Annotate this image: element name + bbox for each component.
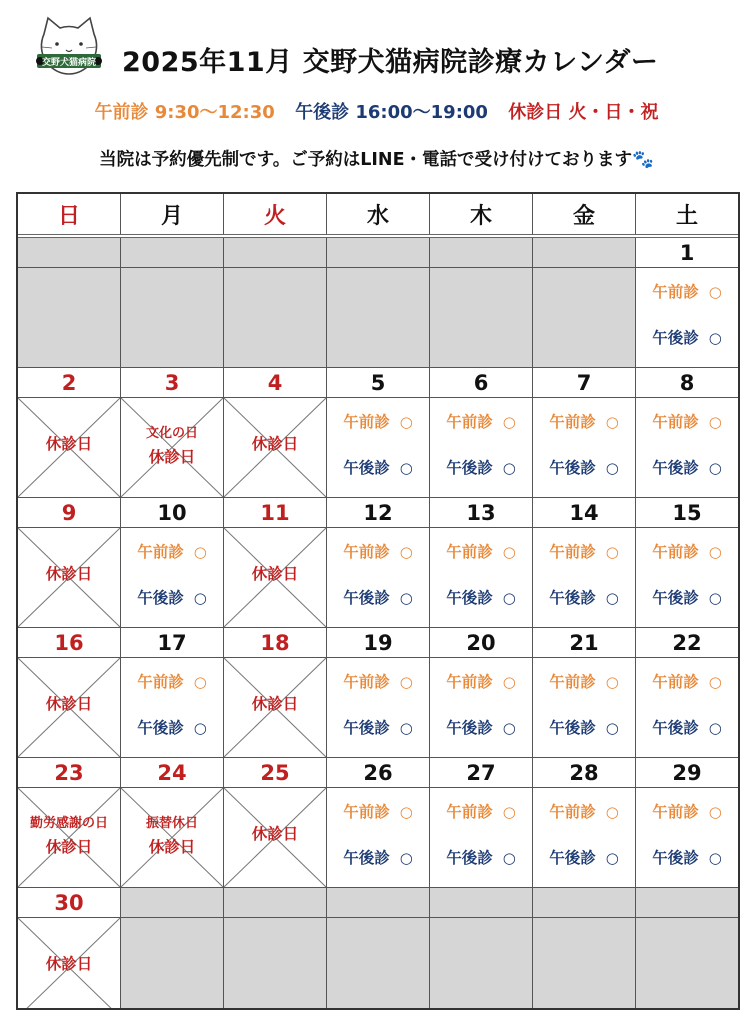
day-body xyxy=(327,658,429,757)
slot-label: 午前診 xyxy=(446,413,493,431)
open-mark: ○ xyxy=(399,673,413,691)
closed-label: 休診日 xyxy=(45,695,93,713)
day-body xyxy=(121,918,223,1010)
afternoon-slot xyxy=(533,586,635,608)
day-body xyxy=(327,268,429,367)
afternoon-slot xyxy=(636,846,738,868)
weekday-mon: 月 xyxy=(121,194,224,234)
morning-slot xyxy=(327,670,429,692)
afternoon-slot xyxy=(533,846,635,868)
slot-label: 午前診 xyxy=(652,543,699,561)
open-mark: ○ xyxy=(605,543,619,561)
day-body xyxy=(636,528,738,627)
day-body xyxy=(430,398,532,497)
morning-hours: 午前診 9:30〜12:30 xyxy=(94,102,275,123)
day-number: 29 xyxy=(636,758,738,788)
day-number: 25 xyxy=(224,758,326,788)
morning-slot xyxy=(430,800,532,822)
open-mark: ○ xyxy=(708,283,722,301)
day-body xyxy=(430,918,532,1010)
day-number: 14 xyxy=(533,498,635,528)
day-body xyxy=(430,788,532,887)
day-body xyxy=(224,918,326,1010)
day-body xyxy=(327,528,429,627)
day-cell xyxy=(327,368,430,498)
empty-day-cell xyxy=(327,888,430,1010)
day-body xyxy=(224,528,326,627)
slot-label: 午後診 xyxy=(446,719,493,737)
day-cell xyxy=(636,368,738,498)
slot-label: 午前診 xyxy=(343,803,390,821)
slot-label: 午後診 xyxy=(652,329,699,347)
weekday-sun: 日 xyxy=(18,194,121,234)
day-cell xyxy=(430,758,533,888)
open-mark: ○ xyxy=(502,589,516,607)
slot-label: 午前診 xyxy=(446,803,493,821)
afternoon-slot xyxy=(533,456,635,478)
day-number xyxy=(430,238,532,268)
day-number: 23 xyxy=(18,758,120,788)
day-cell xyxy=(636,498,738,628)
slot-label: 午前診 xyxy=(343,543,390,561)
open-mark: ○ xyxy=(605,719,619,737)
morning-slot xyxy=(430,540,532,562)
day-number xyxy=(327,888,429,918)
day-number: 5 xyxy=(327,368,429,398)
closed-label: 休診日 xyxy=(251,825,299,843)
morning-slot xyxy=(430,670,532,692)
open-mark: ○ xyxy=(502,413,516,431)
slot-label: 午後診 xyxy=(343,459,390,477)
day-number xyxy=(533,238,635,268)
weekday-tue: 火 xyxy=(224,194,327,234)
day-cell xyxy=(18,888,121,1010)
day-cell xyxy=(636,238,738,368)
day-cell xyxy=(636,628,738,758)
open-mark: ○ xyxy=(708,849,722,867)
afternoon-hours: 午後診 16:00〜19:00 xyxy=(295,102,488,123)
day-cell xyxy=(18,628,121,758)
open-mark: ○ xyxy=(605,413,619,431)
week-row xyxy=(18,888,738,1010)
day-number: 27 xyxy=(430,758,532,788)
morning-slot xyxy=(327,410,429,432)
day-number xyxy=(121,888,223,918)
day-body xyxy=(533,658,635,757)
day-body xyxy=(636,398,738,497)
slot-label: 午前診 xyxy=(137,673,184,691)
morning-slot xyxy=(121,540,223,562)
cat-face-icon xyxy=(34,14,104,76)
empty-day-cell xyxy=(327,238,430,368)
day-cell xyxy=(533,628,636,758)
day-cell xyxy=(430,498,533,628)
closed-days: 休診日 火・日・祝 xyxy=(508,102,659,123)
morning-slot xyxy=(533,800,635,822)
slot-label: 午後診 xyxy=(343,719,390,737)
day-number: 18 xyxy=(224,628,326,658)
day-number: 28 xyxy=(533,758,635,788)
slot-label: 午後診 xyxy=(137,719,184,737)
day-body xyxy=(430,268,532,367)
day-number: 22 xyxy=(636,628,738,658)
day-number xyxy=(636,888,738,918)
slot-label: 午後診 xyxy=(549,459,596,477)
empty-day-cell xyxy=(533,888,636,1010)
day-cell xyxy=(121,368,224,498)
day-number xyxy=(224,238,326,268)
afternoon-slot xyxy=(636,586,738,608)
slot-label: 午後診 xyxy=(446,459,493,477)
day-cell xyxy=(18,498,121,628)
day-body xyxy=(224,268,326,367)
day-number: 24 xyxy=(121,758,223,788)
open-mark: ○ xyxy=(605,673,619,691)
clinic-logo xyxy=(34,14,104,76)
slot-label: 午後診 xyxy=(446,589,493,607)
day-cell xyxy=(224,628,327,758)
day-number: 1 xyxy=(636,238,738,268)
open-mark: ○ xyxy=(193,589,207,607)
day-cell xyxy=(18,758,121,888)
day-body xyxy=(121,788,223,887)
day-number xyxy=(327,238,429,268)
weekday-fri: 金 xyxy=(533,194,636,234)
morning-slot xyxy=(533,540,635,562)
day-number: 9 xyxy=(18,498,120,528)
slot-label: 午前診 xyxy=(652,413,699,431)
day-body xyxy=(533,268,635,367)
day-cell xyxy=(430,368,533,498)
day-cell xyxy=(224,758,327,888)
holiday-name: 振替休日 xyxy=(145,816,198,831)
day-body xyxy=(533,918,635,1010)
day-number: 3 xyxy=(121,368,223,398)
empty-day-cell xyxy=(224,238,327,368)
closed-label: 休診日 xyxy=(45,955,93,973)
slot-label: 午前診 xyxy=(549,803,596,821)
empty-day-cell xyxy=(121,238,224,368)
day-body xyxy=(533,398,635,497)
closed-label: 休診日 xyxy=(251,695,299,713)
open-mark: ○ xyxy=(708,329,722,347)
slot-label: 午後診 xyxy=(652,459,699,477)
day-number: 19 xyxy=(327,628,429,658)
empty-day-cell xyxy=(18,238,121,368)
day-body xyxy=(430,528,532,627)
day-body xyxy=(636,268,738,367)
day-number xyxy=(121,238,223,268)
day-body xyxy=(327,398,429,497)
open-mark: ○ xyxy=(708,413,722,431)
empty-day-cell xyxy=(121,888,224,1010)
afternoon-slot xyxy=(327,716,429,738)
afternoon-slot xyxy=(636,326,738,348)
closed-label: 休診日 xyxy=(45,565,93,583)
closed-label: 休診日 xyxy=(251,565,299,583)
slot-label: 午前診 xyxy=(446,673,493,691)
slot-label: 午前診 xyxy=(549,413,596,431)
closed-label: 休診日 xyxy=(251,435,299,453)
day-number xyxy=(18,238,120,268)
open-mark: ○ xyxy=(193,673,207,691)
slot-label: 午後診 xyxy=(343,589,390,607)
day-number: 8 xyxy=(636,368,738,398)
slot-label: 午前診 xyxy=(652,803,699,821)
day-body xyxy=(121,398,223,497)
day-body xyxy=(224,788,326,887)
slot-label: 午後診 xyxy=(137,589,184,607)
slot-label: 午後診 xyxy=(652,719,699,737)
morning-slot xyxy=(121,670,223,692)
weekday-wed: 水 xyxy=(327,194,430,234)
day-body xyxy=(18,528,120,627)
day-body xyxy=(327,788,429,887)
day-cell xyxy=(533,368,636,498)
slot-label: 午後診 xyxy=(652,849,699,867)
day-number: 11 xyxy=(224,498,326,528)
slot-label: 午後診 xyxy=(652,589,699,607)
day-body xyxy=(121,658,223,757)
day-body xyxy=(533,528,635,627)
open-mark: ○ xyxy=(399,589,413,607)
day-cell xyxy=(430,628,533,758)
closed-label: 休診日 xyxy=(45,838,93,856)
day-body xyxy=(18,658,120,757)
open-mark: ○ xyxy=(502,543,516,561)
morning-slot xyxy=(533,410,635,432)
day-body xyxy=(18,268,120,367)
open-mark: ○ xyxy=(708,589,722,607)
open-mark: ○ xyxy=(708,803,722,821)
day-number: 6 xyxy=(430,368,532,398)
day-cell xyxy=(327,628,430,758)
closed-label: 休診日 xyxy=(148,838,196,856)
holiday-name: 勤労感謝の日 xyxy=(29,816,108,831)
day-number: 7 xyxy=(533,368,635,398)
morning-slot xyxy=(636,280,738,302)
open-mark: ○ xyxy=(708,543,722,561)
open-mark: ○ xyxy=(399,413,413,431)
day-number: 12 xyxy=(327,498,429,528)
morning-slot xyxy=(636,410,738,432)
afternoon-slot xyxy=(327,586,429,608)
day-body xyxy=(533,788,635,887)
week-row xyxy=(18,368,738,498)
day-body xyxy=(121,268,223,367)
day-number: 4 xyxy=(224,368,326,398)
day-body xyxy=(18,788,120,887)
day-body xyxy=(636,658,738,757)
afternoon-slot xyxy=(430,456,532,478)
morning-slot xyxy=(430,410,532,432)
afternoon-slot xyxy=(327,846,429,868)
slot-label: 午前診 xyxy=(343,673,390,691)
day-number: 10 xyxy=(121,498,223,528)
slot-label: 午後診 xyxy=(549,719,596,737)
slot-label: 午前診 xyxy=(549,543,596,561)
open-mark: ○ xyxy=(502,803,516,821)
open-mark: ○ xyxy=(399,543,413,561)
slot-label: 午前診 xyxy=(652,283,699,301)
day-number: 16 xyxy=(18,628,120,658)
day-body xyxy=(18,398,120,497)
week-row xyxy=(18,628,738,758)
afternoon-slot xyxy=(430,846,532,868)
day-body xyxy=(121,528,223,627)
empty-day-cell xyxy=(224,888,327,1010)
slot-label: 午後診 xyxy=(446,849,493,867)
afternoon-slot xyxy=(430,716,532,738)
day-body xyxy=(636,918,738,1010)
day-number xyxy=(533,888,635,918)
morning-slot xyxy=(327,540,429,562)
day-cell xyxy=(121,628,224,758)
day-body xyxy=(327,918,429,1010)
day-cell xyxy=(327,498,430,628)
open-mark: ○ xyxy=(502,849,516,867)
afternoon-slot xyxy=(121,716,223,738)
open-mark: ○ xyxy=(193,543,207,561)
empty-day-cell xyxy=(430,888,533,1010)
day-number: 20 xyxy=(430,628,532,658)
morning-slot xyxy=(327,800,429,822)
open-mark: ○ xyxy=(605,849,619,867)
weekday-header xyxy=(18,194,738,238)
morning-slot xyxy=(636,800,738,822)
open-mark: ○ xyxy=(502,719,516,737)
day-body xyxy=(224,658,326,757)
day-cell xyxy=(533,758,636,888)
clinic-hours xyxy=(0,98,753,124)
slot-label: 午前診 xyxy=(549,673,596,691)
afternoon-slot xyxy=(327,456,429,478)
afternoon-slot xyxy=(636,716,738,738)
holiday-name: 文化の日 xyxy=(145,426,198,441)
empty-day-cell xyxy=(430,238,533,368)
open-mark: ○ xyxy=(399,459,413,477)
day-number: 30 xyxy=(18,888,120,918)
day-cell xyxy=(121,758,224,888)
day-body xyxy=(18,918,120,1010)
morning-slot xyxy=(636,540,738,562)
slot-label: 午前診 xyxy=(343,413,390,431)
slot-label: 午後診 xyxy=(549,849,596,867)
day-cell xyxy=(18,368,121,498)
day-body xyxy=(430,658,532,757)
open-mark: ○ xyxy=(399,849,413,867)
closed-label: 休診日 xyxy=(148,448,196,466)
day-cell xyxy=(224,498,327,628)
day-cell xyxy=(636,758,738,888)
empty-day-cell xyxy=(636,888,738,1010)
empty-day-cell xyxy=(533,238,636,368)
day-cell xyxy=(533,498,636,628)
open-mark: ○ xyxy=(605,803,619,821)
open-mark: ○ xyxy=(708,719,722,737)
calendar-grid xyxy=(16,192,740,1010)
day-cell xyxy=(121,498,224,628)
open-mark: ○ xyxy=(605,589,619,607)
afternoon-slot xyxy=(430,586,532,608)
afternoon-slot xyxy=(121,586,223,608)
morning-slot xyxy=(533,670,635,692)
day-number: 15 xyxy=(636,498,738,528)
open-mark: ○ xyxy=(708,673,722,691)
week-row xyxy=(18,758,738,888)
morning-slot xyxy=(636,670,738,692)
open-mark: ○ xyxy=(502,673,516,691)
slot-label: 午後診 xyxy=(343,849,390,867)
slot-label: 午前診 xyxy=(652,673,699,691)
open-mark: ○ xyxy=(399,719,413,737)
open-mark: ○ xyxy=(708,459,722,477)
open-mark: ○ xyxy=(502,459,516,477)
day-number: 2 xyxy=(18,368,120,398)
open-mark: ○ xyxy=(399,803,413,821)
day-body xyxy=(636,788,738,887)
weekday-thu: 木 xyxy=(430,194,533,234)
page-title: 2025年11月 交野犬猫病院診療カレンダー xyxy=(122,47,659,78)
day-number: 21 xyxy=(533,628,635,658)
day-number xyxy=(430,888,532,918)
open-mark: ○ xyxy=(193,719,207,737)
slot-label: 午後診 xyxy=(549,589,596,607)
afternoon-slot xyxy=(533,716,635,738)
logo-text: 交野犬猫病院 xyxy=(41,58,97,68)
reservation-notice: 当院は予約優先制です。ご予約はLINE・電話で受け付けております🐾 xyxy=(99,150,654,170)
day-number: 17 xyxy=(121,628,223,658)
open-mark: ○ xyxy=(605,459,619,477)
day-number: 13 xyxy=(430,498,532,528)
day-cell xyxy=(327,758,430,888)
day-number xyxy=(224,888,326,918)
week-row xyxy=(18,238,738,368)
day-body xyxy=(224,398,326,497)
closed-label: 休診日 xyxy=(45,435,93,453)
day-number: 26 xyxy=(327,758,429,788)
slot-label: 午前診 xyxy=(137,543,184,561)
week-row xyxy=(18,498,738,628)
day-cell xyxy=(224,368,327,498)
afternoon-slot xyxy=(636,456,738,478)
slot-label: 午前診 xyxy=(446,543,493,561)
weekday-sat: 土 xyxy=(675,203,698,229)
